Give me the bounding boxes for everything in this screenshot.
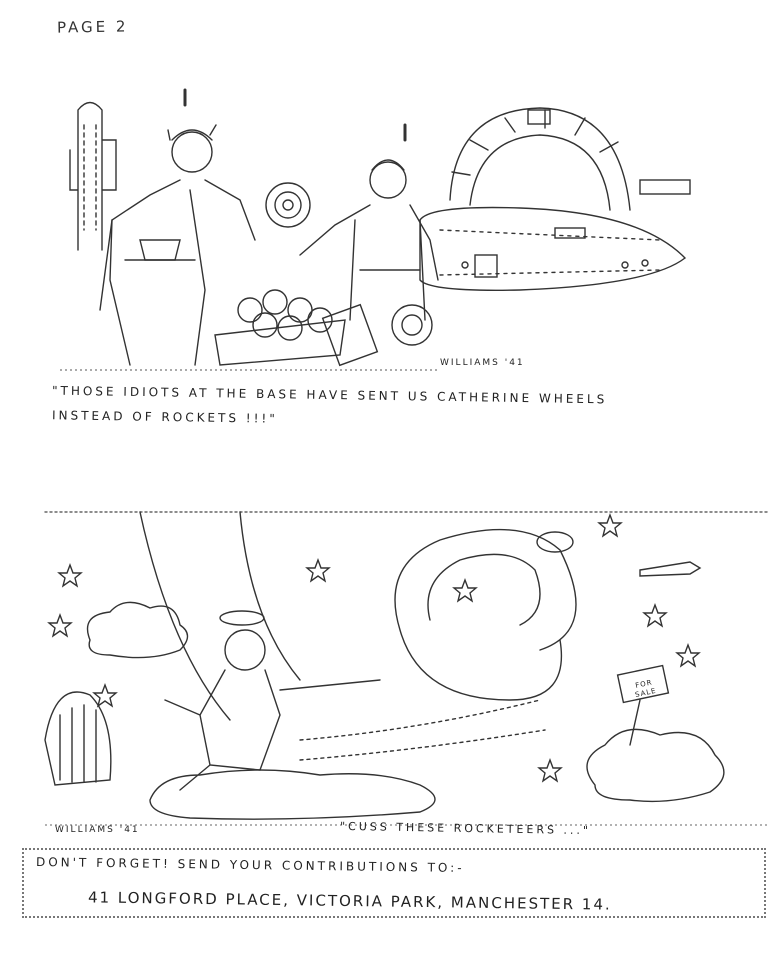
cartoon-top-illustration bbox=[0, 80, 782, 380]
cloud-bottom bbox=[150, 770, 435, 819]
cartoon-panel-bottom bbox=[0, 500, 782, 840]
signature-bottom: WILLIAMS '41 bbox=[55, 825, 140, 835]
caption-top-line2: INSTEAD OF ROCKETS !!!" bbox=[51, 408, 278, 426]
stars bbox=[49, 515, 699, 781]
cartoon-panel-top bbox=[0, 80, 782, 380]
sign-for-sale-text: FOR SALE bbox=[634, 678, 658, 700]
footer-address: 41 LONGFORD PLACE, VICTORIA PARK, MANCHESTER 14. bbox=[87, 888, 612, 914]
signature-top: WILLIAMS '41 bbox=[440, 358, 525, 368]
footer-reminder: DON'T FORGET! SEND YOUR CONTRIBUTIONS TO:- bbox=[35, 855, 465, 875]
cartoon-bottom-illustration bbox=[0, 500, 782, 840]
caption-bottom: "CUSS THESE ROCKETEERS ..." bbox=[339, 819, 592, 838]
cloud-left bbox=[88, 602, 188, 657]
catherine-wheel bbox=[266, 183, 310, 227]
cloud-right bbox=[587, 729, 724, 801]
figure-left bbox=[100, 90, 255, 365]
harp bbox=[45, 692, 111, 785]
page-label: PAGE 2 bbox=[56, 17, 129, 37]
contribution-box bbox=[22, 848, 766, 918]
small-rocket bbox=[640, 562, 700, 576]
cactus-drawing bbox=[70, 103, 116, 251]
rocket-ship bbox=[420, 208, 685, 291]
figure-right bbox=[300, 125, 438, 320]
caption-top-line1: "THOSE IDIOTS AT THE BASE HAVE SENT US CATHERINE WHEELS bbox=[51, 383, 608, 407]
